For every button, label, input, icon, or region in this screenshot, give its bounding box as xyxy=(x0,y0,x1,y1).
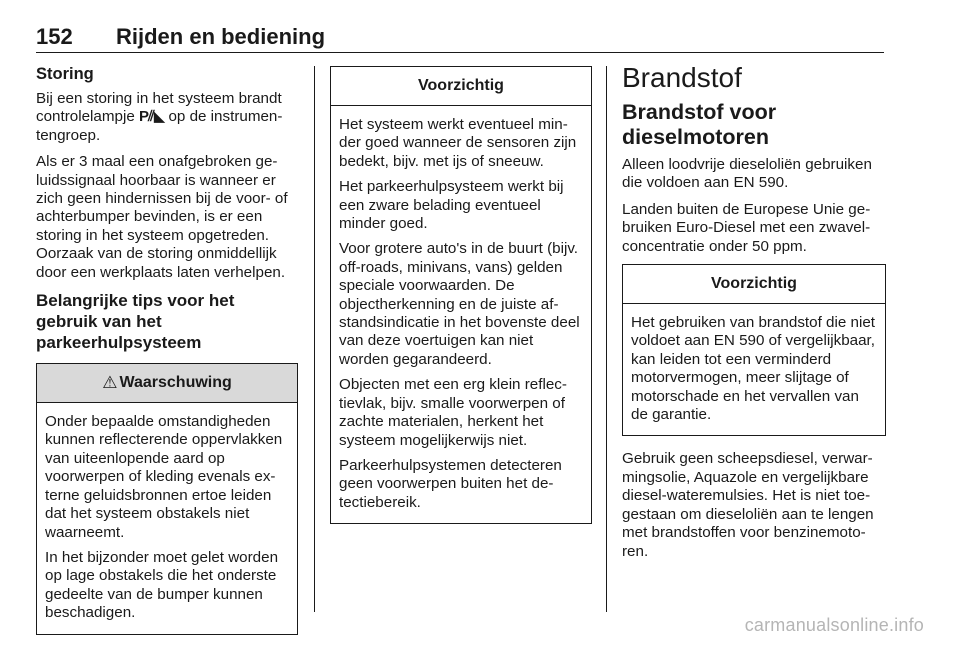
column-middle xyxy=(330,66,592,538)
caution-paragraph-4: Objecten met een erg klein reflectievlak, bijv. smalle voorwerpen of zachte materialen, herkent het systeem mogelijkerwijs niet. xyxy=(339,376,567,449)
caution-paragraph-1: Het systeem werkt eventueel minder goed wanneer de sensoren zijn bedekt, bijv. met ijs of sneeuw. xyxy=(339,116,577,170)
page-header xyxy=(36,24,884,53)
column-divider-2 xyxy=(606,66,607,612)
caution-box xyxy=(330,66,592,524)
fuel-caution-box xyxy=(622,264,886,436)
column-divider-1 xyxy=(314,66,315,612)
page-number: 152 xyxy=(36,24,73,49)
caution-paragraph-3: Voor grotere auto's in de buurt (bijv. off-roads, minivans, vans) gelden speciale voorwaarden. De objectherkenning en de juiste afstandsindicatie in het bovenste deel van deze voertuigen kan niet worden gegarandeerd. xyxy=(339,240,580,368)
heading-storing: Storing xyxy=(36,65,94,83)
caution-box-body xyxy=(331,106,591,523)
diesel-paragraph-3: Gebruik geen scheepsdiesel, verwarmingsolie, Aquazole en vergelijkbare diesel-wateremulsies. Het is niet toegestaan om dieseloliën aan te lengen met brandstoffen voor benzinemotoren. xyxy=(622,450,874,560)
storing-paragraph-1: Bij een storing in het systeem brandt controlelampje P⫽◣ op de instrumentengroep. xyxy=(36,90,283,144)
warning-title: Waarschuwing xyxy=(119,374,232,392)
fuel-caution-body xyxy=(623,304,885,435)
warning-triangle-icon: ⚠ xyxy=(102,373,118,393)
diesel-paragraph-2: Landen buiten de Europese Unie gebruiken Euro-Diesel met een zwavelconcentratie onder 50 ppm. xyxy=(622,200,871,255)
watermark: carmanualsonline.info xyxy=(744,615,924,635)
diesel-paragraph-1: Alleen loodvrije dieseloliën gebruiken die voldoen aan EN 590. xyxy=(622,156,872,192)
heading-diesel: Brandstof voor dieselmotoren xyxy=(622,100,777,149)
warning-box-body xyxy=(37,403,297,633)
caution-paragraph-2: Het parkeerhulpsysteem werkt bij een zware belading eventueel minder goed. xyxy=(339,178,564,233)
page-title: Rijden en bediening xyxy=(116,24,326,49)
storing-paragraph-2: Als er 3 maal een onafgebroken geluidssignaal hoorbaar is wanneer er zich geen hindernissen bij de voor- of achterbumper bevinden, is er een storing in het systeem opgetreden. Oorzaak van de storing onmiddellijk door een werkplaats laten verhelpen. xyxy=(36,153,288,281)
caution-paragraph-5: Parkeerhulpsystemen detecteren geen voorwerpen buiten het detectiebereik. xyxy=(339,456,562,511)
column-right xyxy=(622,62,886,569)
warning-box-header xyxy=(37,364,297,403)
heading-brandstof: Brandstof xyxy=(622,62,742,93)
parking-assist-icon: P⫽◣ xyxy=(139,108,165,126)
column-left xyxy=(36,62,298,649)
warning-box xyxy=(36,363,298,634)
fuel-caution-paragraph: Het gebruiken van brandstof die niet voldoet aan EN 590 of vergelijkbaar, kan leiden tot een verminderd motorvermogen, meer slijtage of motorschade en het vervallen van de garantie. xyxy=(631,314,876,424)
warning-paragraph-2: In het bijzonder moet gelet worden op lage obstakels die het onderste gedeelte van de bumper kunnen beschadigen. xyxy=(45,548,279,622)
warning-paragraph-1: Onder bepaalde omstandigheden kunnen reflecterende oppervlakken van uiteenlopende aard op voorwerpen of kleding evenals externe geluidsbronnen ertoe leiden dat het systeem obstakels niet waarneemt. xyxy=(45,413,283,541)
caution-box-header: Voorzichtig xyxy=(331,67,591,106)
fuel-caution-header: Voorzichtig xyxy=(623,265,885,304)
heading-tips: Belangrijke tips voor het gebruik van het parkeerhulpsysteem xyxy=(36,291,235,353)
